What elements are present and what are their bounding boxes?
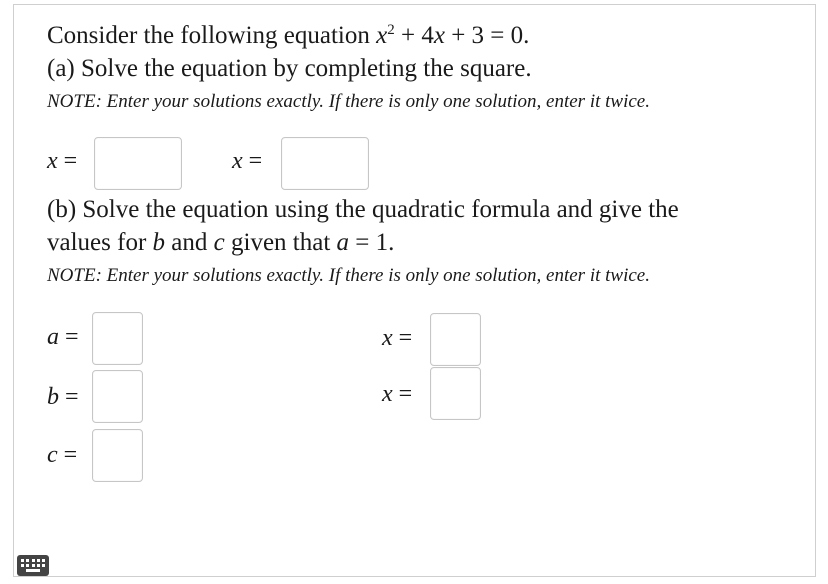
question-panel [13,4,816,577]
equation-exponent: 2 [387,22,395,38]
part-b-b-label [47,384,79,411]
equation-var2: x [433,22,445,49]
label-var: x [47,148,58,174]
equation-var: x [376,22,388,49]
keyboard-row [21,564,45,567]
keyboard-spacebar [26,569,40,572]
part-a-x1-label [47,148,77,175]
label-var: a [47,324,59,350]
part-a-x2-label [232,148,262,175]
label-var: c [47,442,58,468]
text: values for [47,229,153,256]
part-b-b-input[interactable] [92,370,143,423]
label-eq: = [242,148,263,174]
part-b-c-label [47,442,77,469]
label-var: x [232,148,243,174]
part-b-a-label [47,324,79,351]
part-b-prompt-line1: (b) Solve the equation using the quadratic formula and give the [47,196,679,223]
part-a-prompt: (a) Solve the equation by completing the square. [47,55,532,82]
part-a-x1-input[interactable] [94,137,182,190]
part-b-prompt-line2 [47,229,394,257]
label-eq: = [59,384,79,410]
keyboard-icon[interactable] [17,555,49,576]
var-b: b [152,229,166,256]
part-b-x1-label [382,325,412,352]
part-b-x2-input[interactable] [430,367,481,420]
label-eq: = [57,442,78,468]
label-eq: = [59,324,79,350]
text: given that [224,229,337,256]
label-eq: = [392,381,413,407]
label-eq: = [57,148,78,174]
intro-text: Consider the following equation [47,22,377,49]
label-var: x [382,325,393,351]
part-b-c-input[interactable] [92,429,143,482]
label-var: x [382,381,393,407]
equation-term: + 4 [394,22,434,49]
var-c: c [213,229,225,256]
part-b-x1-input[interactable] [430,313,481,366]
question-intro [47,22,529,50]
part-b-x2-label [382,381,412,408]
part-b-a-input[interactable] [92,312,143,365]
var-a: a [336,229,350,256]
label-eq: = [392,325,413,351]
label-var: b [47,384,59,410]
part-a-x2-input[interactable] [281,137,369,190]
keyboard-row [21,559,45,562]
equation-end: + 3 = 0. [444,22,530,49]
text: and [165,229,214,256]
part-a-note: NOTE: Enter your solutions exactly. If there is only one solution, enter it twice. [47,91,650,112]
part-b-note: NOTE: Enter your solutions exactly. If there is only one solution, enter it twice. [47,265,650,286]
text: = 1. [349,229,395,256]
